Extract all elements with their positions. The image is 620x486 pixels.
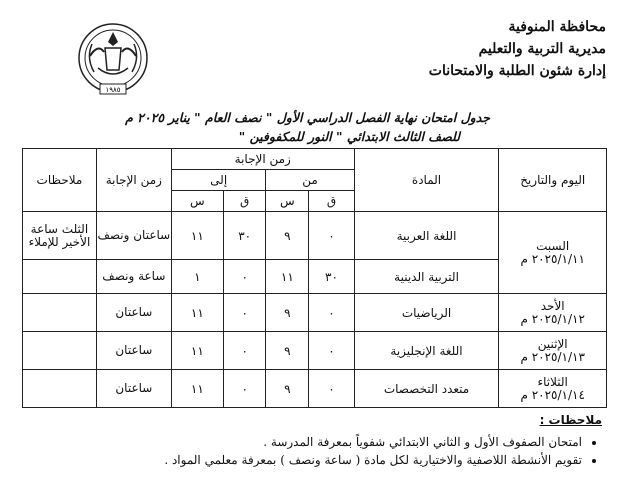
header-day-date: اليوم والتاريخ (499, 149, 607, 212)
day-name: الأحد (540, 298, 565, 313)
from-hour-cell: ٩ (266, 332, 309, 370)
day-name: الثلاثاء (537, 374, 568, 389)
governorate-name: محافظة المنوفية (508, 19, 606, 35)
note-item: • تقويم الأنشطة اللاصفية والاختيارية لكل مادة ( ساعة ونصف ) بمعرفة معلمي المواد . (7, 451, 582, 469)
day-date-cell (499, 332, 607, 370)
from-hour-cell: ٩ (266, 212, 309, 260)
from-minute-cell: ٣٠ (309, 260, 354, 294)
notes-list (7, 433, 602, 469)
subject-cell: اللغة العربية (354, 212, 499, 260)
header-from-minute: ق (309, 191, 354, 212)
department-name: إدارة شئون الطلبة والامتحانات (428, 63, 606, 79)
schedule-subtitle: للصف الثالث الابتدائي " النور للمكفوفين " (238, 129, 460, 144)
duration-cell: ساعتان ونصف (96, 212, 171, 260)
from-minute-cell: ٠ (309, 370, 354, 408)
from-minute-cell: ٠ (309, 332, 354, 370)
note-cell (23, 260, 97, 294)
from-hour-cell: ٩ (266, 294, 309, 332)
exam-schedule-table (22, 148, 607, 408)
to-minute-cell: ٠ (223, 370, 266, 408)
note-item: • امتحان الصفوف الأول و الثاني الابتدائي شفوياً بمعرفة المدرسة . (7, 433, 582, 451)
notes-section (7, 413, 602, 469)
note-cell (23, 294, 97, 332)
header-to-minute: ق (223, 191, 266, 212)
table-row (23, 370, 607, 408)
duration-cell: ساعتان (96, 370, 171, 408)
to-minute-cell: ٠ (223, 260, 266, 294)
day-date-cell (499, 294, 607, 332)
header-subject: المادة (354, 149, 499, 212)
from-hour-cell: ٩ (266, 370, 309, 408)
governorate-emblem-icon (70, 18, 156, 100)
table-row (23, 332, 607, 370)
day-name: الإثنين (537, 336, 568, 351)
subject-cell: اللغة الإنجليزية (354, 332, 499, 370)
to-hour-cell: ١١ (171, 212, 223, 260)
to-hour-cell: ١ (171, 260, 223, 294)
day-name: السبت (536, 238, 570, 253)
duration-cell: ساعتان (96, 294, 171, 332)
subject-cell: متعدد التخصصات (354, 370, 499, 408)
exam-date: ٢٠٢٥/١/١١ م (520, 251, 585, 266)
to-hour-cell: ١١ (171, 294, 223, 332)
header-notes: ملاحظات (23, 149, 97, 212)
to-hour-cell: ١١ (171, 332, 223, 370)
from-hour-cell: ١١ (266, 260, 309, 294)
day-date-cell (499, 212, 607, 294)
to-minute-cell: ٠ (223, 332, 266, 370)
exam-date: ٢٠٢٥/١/١٣ م (520, 349, 585, 364)
subject-cell: الرياضيات (354, 294, 499, 332)
duration-cell: ساعة ونصف (96, 260, 171, 294)
subject-cell: التربية الدينية (354, 260, 499, 294)
svg-text:١٩٨٥: ١٩٨٥ (105, 86, 121, 94)
header-to: إلى (171, 170, 266, 191)
day-date-cell (499, 370, 607, 408)
to-minute-cell: ٣٠ (223, 212, 266, 260)
exam-date: ٢٠٢٥/١/١٢ م (520, 311, 585, 326)
header-answer-time: زمن الإجابة (171, 149, 354, 170)
from-minute-cell: ٠ (309, 212, 354, 260)
header-from-hour: س (266, 191, 309, 212)
notes-title: ملاحظات : (539, 413, 602, 427)
from-minute-cell: ٠ (309, 294, 354, 332)
table-row (23, 294, 607, 332)
schedule-title: جدول امتحان نهاية الفصل الدراسي الأول " نصف العام " يناير ٢٠٢٥ م (125, 110, 490, 125)
note-cell (23, 370, 97, 408)
table-row (23, 212, 607, 260)
to-minute-cell: ٠ (223, 294, 266, 332)
header-to-hour: س (171, 191, 223, 212)
duration-cell: ساعتان (96, 332, 171, 370)
note-cell (23, 332, 97, 370)
header-from: من (266, 170, 354, 191)
letterhead (346, 16, 606, 82)
directorate-name: مديرية التربية والتعليم (478, 41, 606, 57)
header-duration: زمن الإجابة (96, 149, 171, 212)
exam-date: ٢٠٢٥/١/١٤ م (520, 387, 585, 402)
to-hour-cell: ١١ (171, 370, 223, 408)
note-cell: الثلث ساعة الأخير للإملاء (23, 212, 97, 260)
